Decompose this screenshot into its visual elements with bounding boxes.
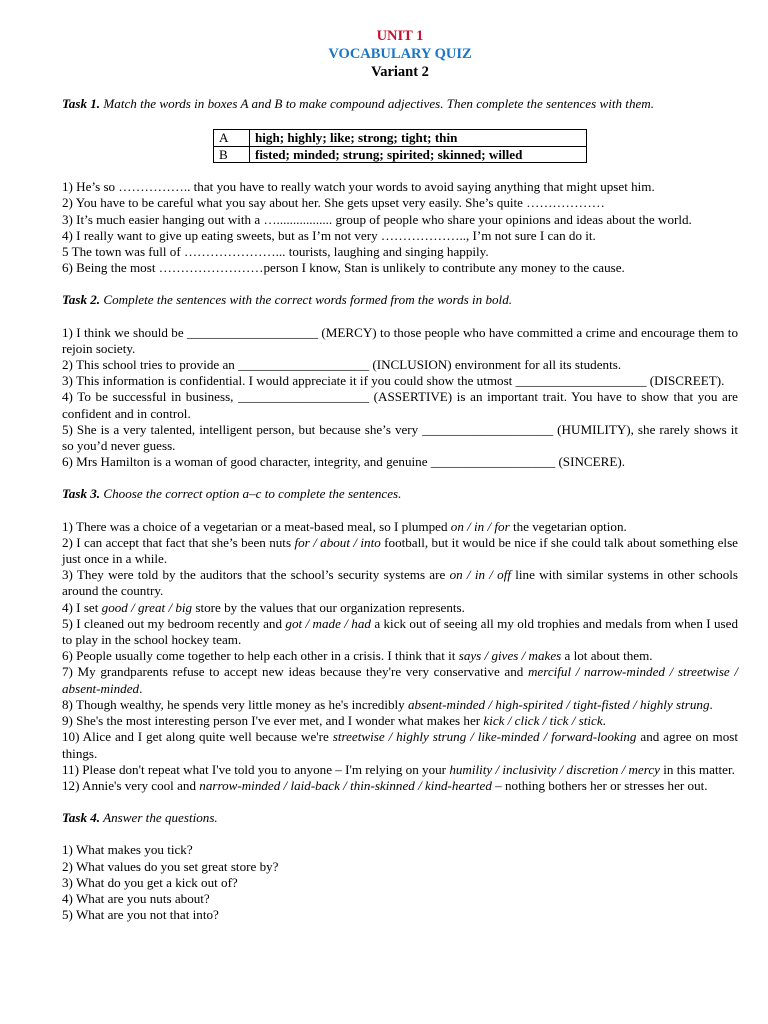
task2-sentences: [62, 325, 738, 471]
sentence-text: .: [139, 680, 143, 696]
sentence: [62, 600, 738, 616]
box-words: high; highly; like; strong; tight; thin: [250, 130, 587, 147]
unit-heading: UNIT 1: [376, 28, 424, 44]
sentence-text: a lot about them.: [561, 648, 653, 664]
task3-sentences: [62, 519, 738, 794]
answer-options: good / great / big: [101, 599, 193, 615]
task4-questions: [62, 842, 738, 923]
box-key: B: [214, 146, 250, 163]
sentence-text: .: [602, 713, 606, 729]
sentence-text: a kick out of seeing all my old trophies and medals from when I used to play in the school hockey team.: [62, 615, 739, 648]
sentence: 1) He’s so …………….. that you have to really watch your words to avoid saying anything that might upset him.: [62, 179, 655, 195]
sentence: [62, 519, 738, 535]
answer-options: on / in / for: [450, 518, 510, 534]
task3-label: Task 3.: [62, 486, 101, 502]
sentence-text: 5) I cleaned out my bedroom recently and: [62, 615, 286, 631]
sentence-text: 12) Annie's very cool and: [62, 777, 200, 793]
sentence: 1) I think we should be ____________________ (MERCY) to those people who have committed a crime and encourage them to rejoin society.: [62, 324, 738, 356]
box-row-a: [214, 130, 587, 147]
word-boxes-table: [213, 129, 587, 163]
box-key: A: [214, 130, 250, 147]
answer-options: streetwise / highly strung / like-minded / forward-looking: [332, 729, 637, 745]
answer-options: on / in / off: [449, 567, 512, 583]
sentence-text: 6) People usually come together to help each other in a crisis. I think that it: [62, 648, 459, 664]
quiz-title: VOCABULARY QUIZ: [328, 46, 472, 62]
sentence-text: – nothing bothers her or stresses her out.: [491, 777, 708, 793]
sentence: [62, 535, 738, 567]
question: 3) What do you get a kick out of?: [62, 874, 238, 890]
sentence: 5) She is a very talented, intelligent person, but because she’s very ____________________ (HUMILITY), she rarely shows it so you’d never guess.: [62, 421, 738, 454]
sentence-text: 1) There was a choice of a vegetarian or a meat-based meal, so I plumped: [62, 518, 451, 534]
sentence-text: 3) They were told by the auditors that the school’s security systems are: [62, 567, 450, 583]
sentence: 2) You have to be careful what you say about her. She gets upset very easily. She’s quite ………………: [62, 195, 605, 211]
task1-sentences: [62, 179, 738, 276]
sentence: [62, 697, 738, 713]
answer-options: for / about / into: [294, 534, 381, 550]
sentence: 3) This information is confidential. I would appreciate it if you could show the utmost ____________________ (DISCREET).: [62, 373, 725, 389]
answer-options: kick / click / tick / stick: [483, 713, 603, 729]
sentence: [62, 762, 738, 778]
sentence: [62, 729, 738, 761]
sentence: [62, 778, 738, 794]
sentence-text: store by the values that our organization represents.: [192, 599, 465, 615]
task4-heading: [62, 810, 738, 826]
task3-instruction: Choose the correct option a–c to complete the sentences.: [100, 486, 402, 502]
answer-options: got / made / had: [285, 615, 371, 631]
sentence-text: 11) Please don't repeat what I've told you to anyone – I'm relying on your: [62, 761, 450, 777]
sentence: 2) This school tries to provide an ____________________ (INCLUSION) environment for all its students.: [62, 357, 622, 373]
sentence-text: in this matter.: [659, 761, 735, 777]
answer-options: narrow-minded / laid-back / thin-skinned / kind-hearted: [199, 777, 492, 793]
sentence-text: and agree on most things.: [62, 729, 738, 761]
sentence: 6) Mrs Hamilton is a woman of good character, integrity, and genuine ___________________ (SINCERE).: [62, 454, 626, 470]
sentence-text: 10) Alice and I get along quite well because we're: [62, 729, 333, 745]
sentence-text: the vegetarian option.: [509, 518, 627, 534]
sentence: 3) It’s much easier hanging out with a …................. group of people who share your opinions and ideas about the world.: [62, 211, 692, 227]
document-page: [62, 0, 738, 923]
sentence: [62, 664, 738, 696]
sentence-text: line with similar systems in other schools around the country.: [62, 567, 738, 599]
sentence-text: .: [709, 696, 713, 712]
question: 5) What are you not that into?: [62, 907, 219, 923]
question: 4) What are you nuts about?: [62, 890, 210, 906]
question: 1) What makes you tick?: [62, 842, 193, 858]
variant-heading: Variant 2: [371, 64, 429, 80]
task1-instruction: Match the words in boxes A and B to make compound adjectives. Then complete the sentences with them.: [100, 96, 655, 111]
sentence-text: 9) She's the most interesting person I've ever met, and I wonder what makes her: [62, 713, 484, 729]
answer-options: says / gives / makes: [458, 648, 562, 664]
question: 2) What values do you set great store by?: [62, 858, 279, 874]
answer-options: humility / inclusivity / discretion / mercy: [449, 761, 660, 777]
sentence: [62, 713, 738, 729]
sentence-text: 2) I can accept that fact that she’s been nuts: [62, 534, 295, 550]
sentence: [62, 567, 738, 599]
sentence-text: 4) I set: [62, 599, 102, 615]
task2-instruction: Complete the sentences with the correct words formed from the words in bold.: [100, 292, 513, 308]
task1-label: Task 1.: [62, 96, 101, 111]
answer-options: absent-minded / high-spirited / tight-fisted / highly strung: [408, 696, 710, 712]
sentence: [62, 616, 738, 648]
answer-options: merciful / narrow-minded / streetwise / absent-minded: [62, 664, 738, 696]
task4-instruction: Answer the questions.: [100, 810, 218, 826]
task3-heading: [62, 486, 738, 502]
task4-label: Task 4.: [62, 810, 101, 826]
sentence-text: football, but it would be nice if she could talk about something else just once in a while.: [62, 534, 738, 567]
sentence-text: 7) My grandparents refuse to accept new ideas because they're very conservative and: [62, 664, 528, 680]
box-words: fisted; minded; strung; spirited; skinned; willed: [250, 146, 587, 163]
task2-label: Task 2.: [62, 292, 101, 308]
sentence: [62, 648, 738, 664]
sentence: 5 The town was full of …………………... tourists, laughing and singing happily.: [62, 244, 489, 260]
sentence: 6) Being the most ……………………person I know, Stan is unlikely to contribute any money to the cause.: [62, 260, 625, 276]
task1-heading: [62, 96, 738, 112]
sentence-text: 8) Though wealthy, he spends very little money as he's incredibly: [62, 696, 408, 712]
sentence: 4) To be successful in business, ____________________ (ASSERTIVE) is an important trait. You have to show that you are confident and in control.: [62, 389, 738, 421]
sentence: 4) I really want to give up eating sweets, but as I’m not very ……………….., I’m not sure I can do it.: [62, 227, 596, 243]
box-row-b: [214, 146, 587, 163]
task2-heading: [62, 292, 738, 308]
